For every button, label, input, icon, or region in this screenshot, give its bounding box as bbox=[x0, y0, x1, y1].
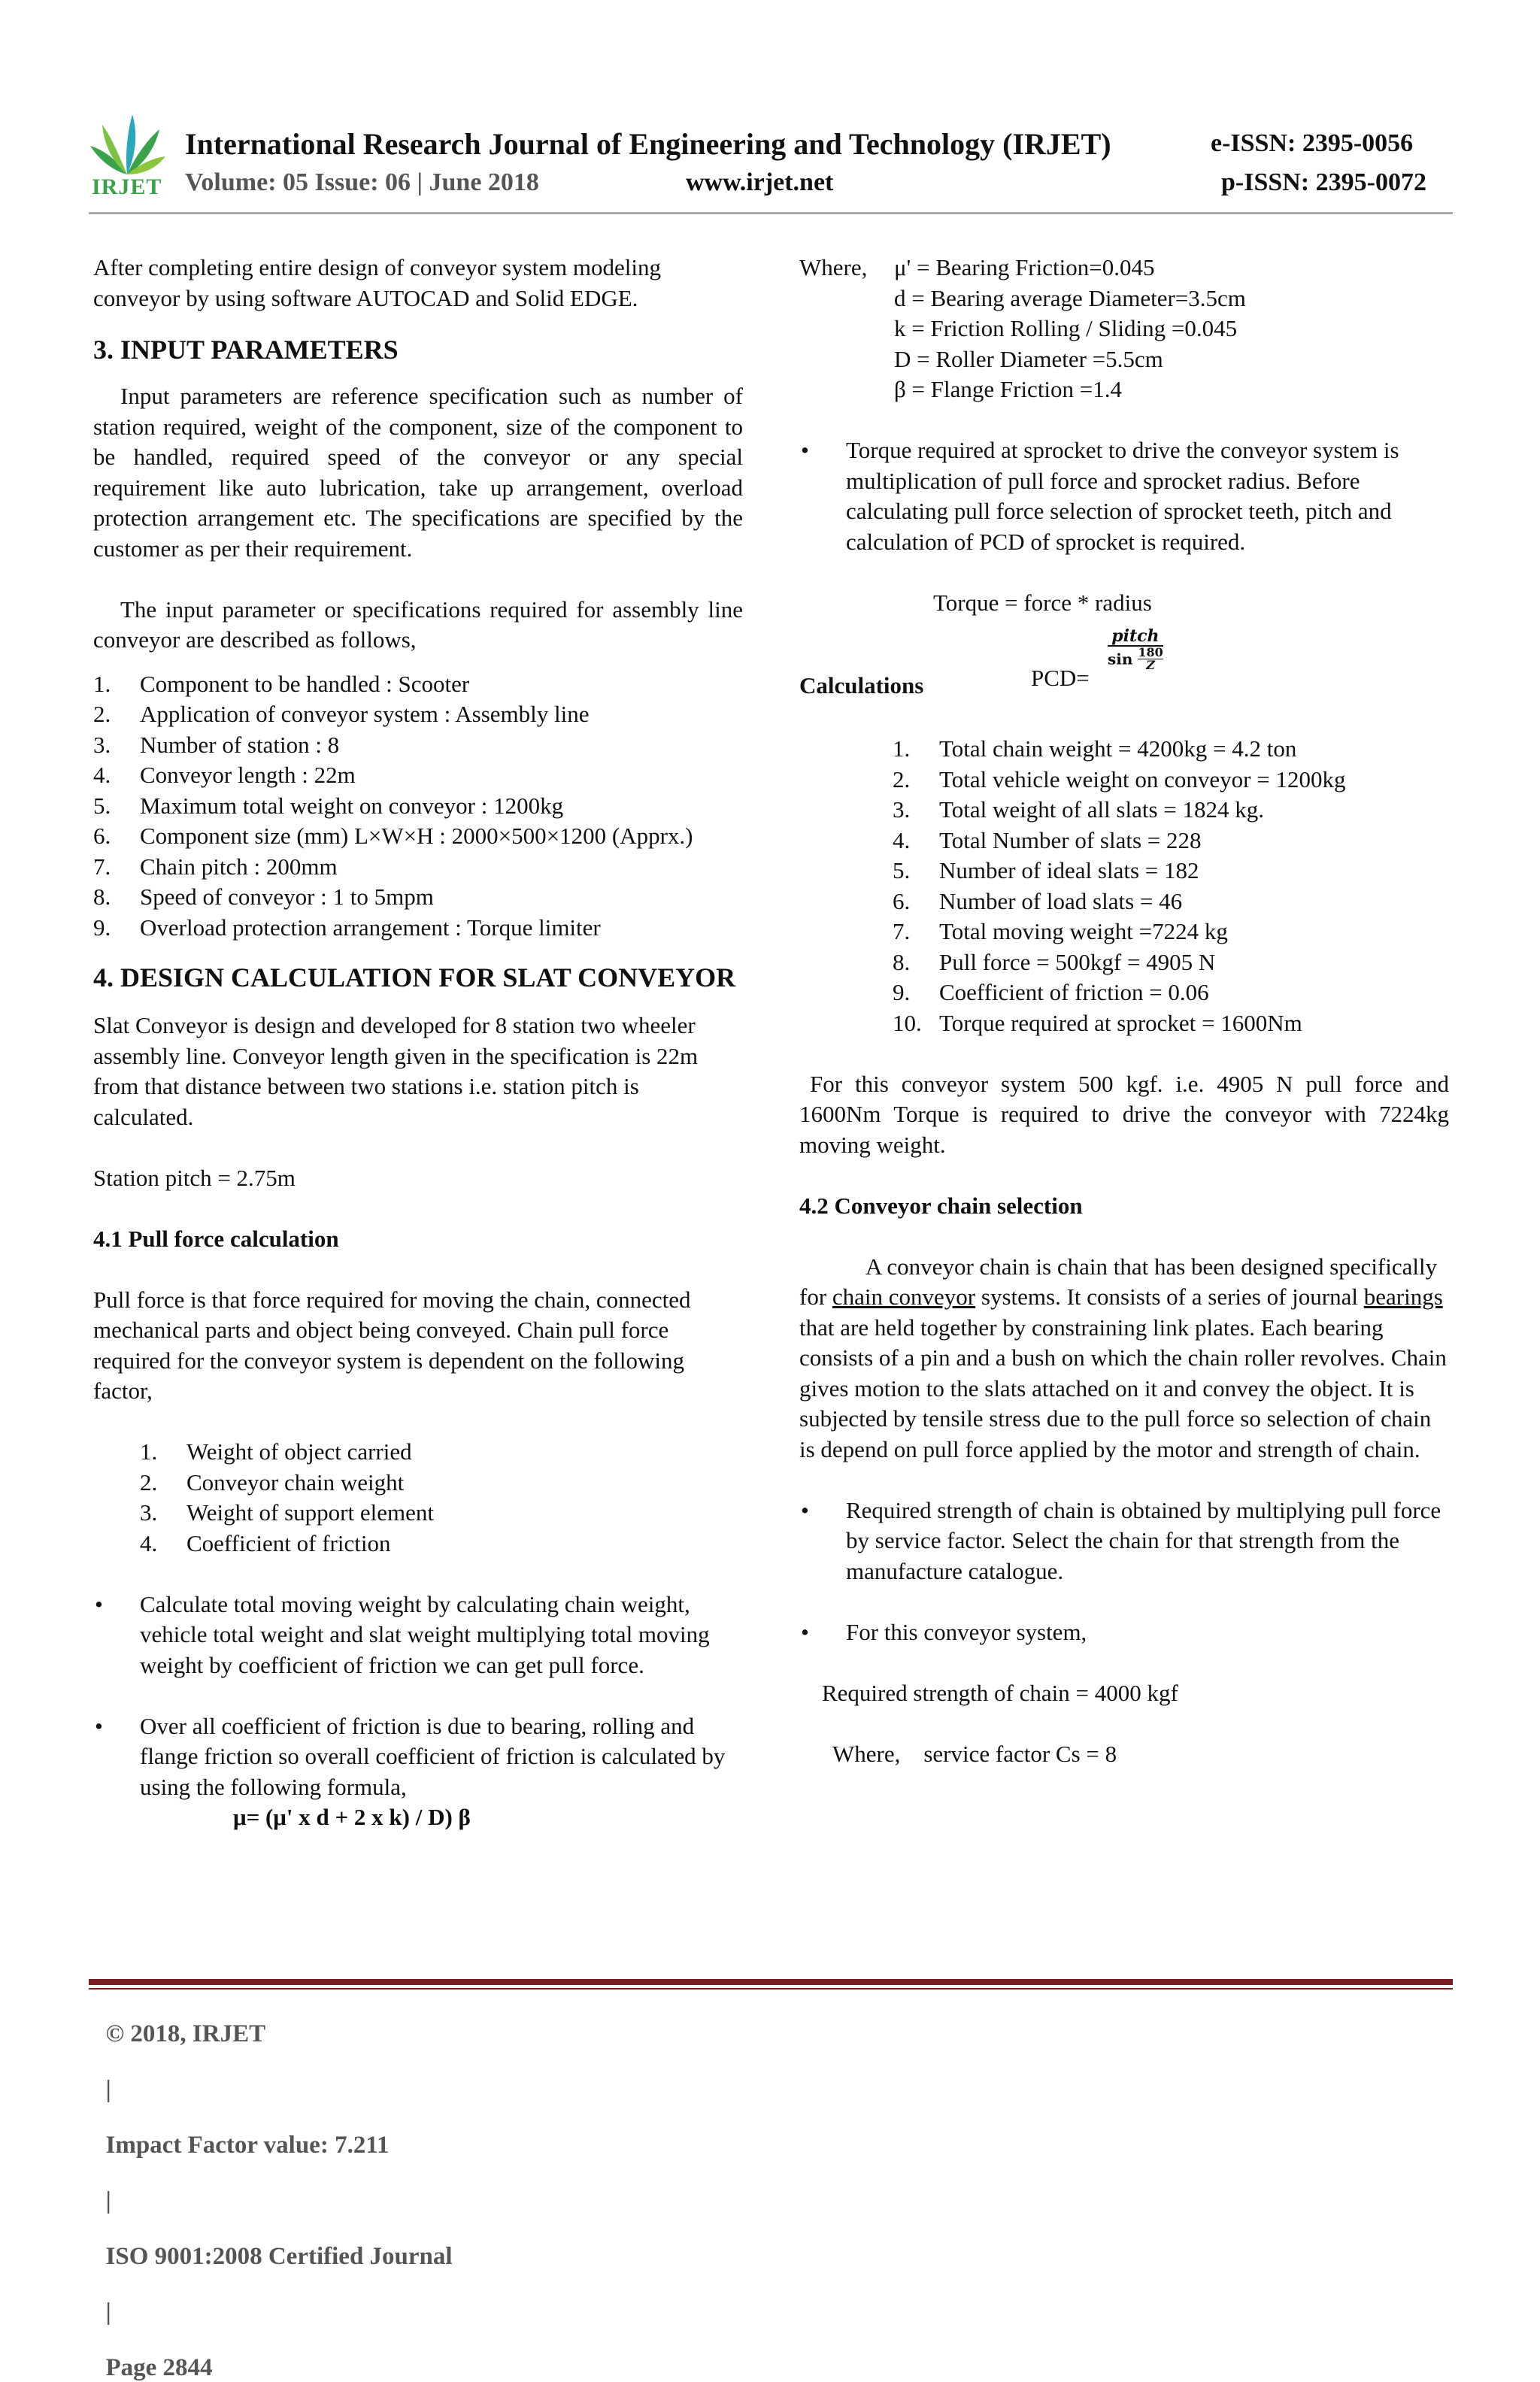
footer-copyright: © 2018, IRJET bbox=[105, 2020, 266, 2047]
list-item: 1. Component to be handled : Scooter bbox=[93, 670, 470, 697]
list-item: 7. Total moving weight =7224 kg bbox=[893, 918, 1228, 944]
calculations-heading: Calculations bbox=[799, 672, 924, 699]
list-item: 6. Number of load slats = 46 bbox=[893, 887, 1183, 914]
footer-divider bbox=[89, 1979, 1453, 1985]
input-parameters-list bbox=[93, 669, 743, 944]
volume-issue: Volume: 05 Issue: 06 | June 2018 bbox=[185, 168, 539, 196]
list-item: 4. Conveyor length : 22m bbox=[93, 762, 356, 788]
footer-iso: ISO 9001:2008 Certified Journal bbox=[105, 2243, 453, 2270]
bullet-item: • Over all coefficient of friction is due to bearing, rolling and flange friction so overall coefficient of friction is calculated by using the following formula, bbox=[95, 1712, 726, 1800]
section-4-paragraph: Slat Conveyor is design and developed for 8 station two wheeler assembly line. Conveyor length given in the specification is 22m from that distance between two stations i.e. station pitch is calculated. bbox=[93, 1012, 699, 1130]
journal-title: International Research Journal of Engineering and Technology (IRJET) bbox=[185, 127, 1111, 161]
pull-force-factors-list bbox=[140, 1437, 743, 1559]
list-item: 4. Coefficient of friction bbox=[140, 1529, 391, 1556]
where-label: Where, bbox=[799, 254, 868, 280]
where-item: β = Flange Friction =1.4 bbox=[894, 376, 1123, 402]
list-item: 3. Total weight of all slats = 1824 kg. bbox=[893, 796, 1265, 823]
bullet-item: • Calculate total moving weight by calculating chain weight, vehicle total weight and slat weight multiplying total moving weight by coefficient of friction we can get pull force. bbox=[95, 1590, 710, 1678]
calculations-list bbox=[893, 734, 1449, 1038]
irjet-logo bbox=[86, 113, 168, 197]
logo-text: IRJET bbox=[92, 174, 162, 199]
bullet-item: • For this conveyor system, bbox=[801, 1618, 1087, 1645]
section-3-paragraph-1: Input parameters are reference specification such as number of station required, weight of the component, size of the component to be handled, required speed of the conveyor or any special requirement like auto lubrication, take up arrangement, overload protection arrangement etc. The specifications are specified by the customer as per their requirement. bbox=[93, 383, 743, 562]
list-item: 4. Total Number of slats = 228 bbox=[893, 826, 1202, 853]
list-item: 3. Number of station : 8 bbox=[93, 731, 340, 758]
section-4-heading: 4. DESIGN CALCULATION FOR SLAT CONVEYOR bbox=[93, 962, 736, 993]
list-item: 3. Weight of support element bbox=[140, 1499, 434, 1526]
footer-page-number: Page 2844 bbox=[105, 2354, 213, 2381]
pcd-label: PCD= bbox=[1031, 665, 1090, 691]
bullet-item: • Torque required at sprocket to drive the conveyor system is multiplication of pull force and sprocket radius. Before calculating pull force selection of sprocket teeth, pitch and calculation of PCD of sprocket is required. bbox=[801, 437, 1399, 555]
list-item: 5. Maximum total weight on conveyor : 1200kg bbox=[93, 792, 564, 819]
list-item: 7. Chain pitch : 200mm bbox=[93, 853, 338, 880]
e-issn: e-ISSN: 2395-0056 bbox=[1211, 129, 1414, 157]
pull-force-paragraph: Pull force is that force required for moving the chain, connected mechanical parts and object being conveyed. Chain pull force required for the conveyor system is dependent on the following factor, bbox=[93, 1286, 691, 1404]
section-4-1-heading: 4.1 Pull force calculation bbox=[93, 1225, 339, 1252]
right-column bbox=[799, 253, 1449, 1769]
footer-divider-thin bbox=[89, 1988, 1453, 1990]
required-strength: Required strength of chain = 4000 kgf bbox=[822, 1679, 1178, 1706]
footer-separator: | bbox=[105, 2076, 111, 2103]
list-item: 6. Component size (mm) L×W×H : 2000×500×1200 (Apprx.) bbox=[93, 823, 693, 849]
friction-formula: μ= (μ' x d + 2 x k) / D) β bbox=[233, 1804, 471, 1830]
list-item: 8. Speed of conveyor : 1 to 5mpm bbox=[93, 883, 434, 910]
list-item: 8. Pull force = 500kgf = 4905 N bbox=[893, 948, 1216, 975]
bullet-item: • Required strength of chain is obtained by multiplying pull force by service factor. Select the chain for that strength from the manufacture catalogue. bbox=[801, 1496, 1441, 1584]
footer-impact-factor: Impact Factor value: 7.211 bbox=[105, 2132, 390, 2159]
footer-separator: | bbox=[105, 2187, 111, 2214]
torque-formula: Torque = force * radius bbox=[933, 589, 1152, 616]
list-item: 9. Coefficient of friction = 0.06 bbox=[893, 979, 1209, 1005]
pull-force-bullets bbox=[93, 1590, 743, 1803]
journal-website: www.irjet.net bbox=[686, 168, 834, 196]
left-column bbox=[93, 253, 743, 1833]
footer-separator: | bbox=[105, 2299, 111, 2326]
where-item: d = Bearing average Diameter=3.5cm bbox=[894, 284, 1246, 311]
torque-bullets bbox=[799, 435, 1449, 557]
pcd-fraction: pitch sin $\frac{180}{Z}$ bbox=[1108, 626, 1163, 672]
where-item: D = Roller Diameter =5.5cm bbox=[894, 345, 1163, 372]
list-item: 1. Total chain weight = 4200kg = 4.2 ton bbox=[893, 735, 1297, 762]
pcd-formula bbox=[799, 618, 1449, 699]
station-pitch: Station pitch = 2.75m bbox=[93, 1164, 296, 1191]
header-divider bbox=[89, 212, 1453, 214]
list-item: 5. Number of ideal slats = 182 bbox=[893, 857, 1199, 883]
chain-selection-bullets bbox=[799, 1496, 1449, 1648]
section-3-heading: 3. INPUT PARAMETERS bbox=[93, 335, 399, 365]
list-item: 9. Overload protection arrangement : Torque limiter bbox=[93, 914, 601, 941]
list-item: 10. Torque required at sprocket = 1600Nm bbox=[893, 1009, 1302, 1036]
section-3-paragraph-2: The input parameter or specifications required for assembly line conveyor are described as follows, bbox=[93, 596, 743, 653]
where-item: k = Friction Rolling / Sliding =0.045 bbox=[894, 315, 1238, 341]
bearings-link[interactable]: bearings bbox=[1363, 1283, 1443, 1310]
where-item: μ' = Bearing Friction=0.045 bbox=[894, 254, 1155, 280]
page-footer bbox=[93, 1993, 453, 2382]
intro-paragraph: After completing entire design of conveyor system modeling conveyor by using software AUTOCAD and Solid EDGE. bbox=[93, 254, 662, 311]
p-issn: p-ISSN: 2395-0072 bbox=[1221, 168, 1426, 196]
calculation-summary: For this conveyor system 500 kgf. i.e. 4905 N pull force and 1600Nm Torque is required to drive the conveyor with 7224kg moving weight. bbox=[799, 1070, 1449, 1158]
list-item: 2. Total vehicle weight on conveyor = 1200kg bbox=[893, 765, 1346, 792]
list-item: 1. Weight of object carried bbox=[140, 1438, 412, 1465]
chain-conveyor-link[interactable]: chain conveyor bbox=[832, 1283, 976, 1310]
list-item: 2. Conveyor chain weight bbox=[140, 1468, 405, 1496]
section-4-2-heading: 4.2 Conveyor chain selection bbox=[799, 1192, 1083, 1219]
where-block bbox=[799, 253, 1449, 405]
chain-selection-paragraph: A conveyor chain is chain that has been designed specifically for chain conveyor systems. It consists of a series of journal bearings that are held together by constraining link plates. Each bearing consists of a pin and a bush on which the chain roller revolves. Chain gives motion to the slats attached on it and convey the object. It is subjected by tensile stress due to the pull force so selection of chain is depend on pull force applied by the motor and strength of chain. bbox=[799, 1253, 1447, 1462]
list-item: 2. Application of conveyor system : Assembly line bbox=[93, 701, 590, 727]
service-factor: Where, service factor Cs = 8 bbox=[832, 1740, 1117, 1767]
